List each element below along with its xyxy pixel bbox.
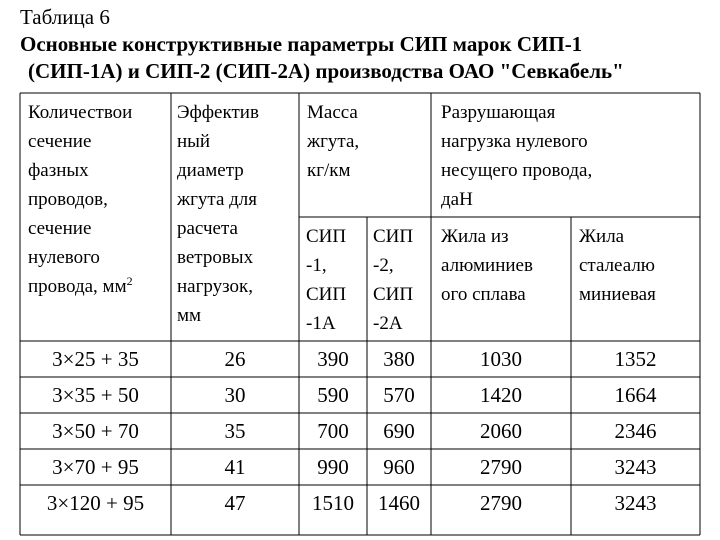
table-caption-number: Таблица 6 <box>20 5 110 29</box>
header-count-section: Количествои сечение фазных проводов, сечение нулевого провода, $мм^2$ <box>28 102 133 297</box>
cell-mass-sip2: 1460 <box>378 491 420 515</box>
cell-diameter: 47 <box>224 491 246 515</box>
cell-diameter: 35 <box>224 419 246 443</box>
cell-mass-sip1: 590 <box>317 383 349 407</box>
cell-mass-sip2: 570 <box>383 383 415 407</box>
table-title-line-2: (СИП-1А) и СИП-2 (СИП-2А) производства ОАО "Севкабель" <box>28 59 624 83</box>
header-superscript: 2 <box>126 274 133 288</box>
header-diameter: Эффектив ный диаметр жгута для расчета ветровых нагрузок, мм <box>177 102 259 326</box>
header-breaking-load: Разрушающая нагрузка нулевого несущего провода, даН <box>441 102 593 210</box>
cell-load-steel: 1664 <box>614 383 657 407</box>
cell-mass-sip1: 390 <box>317 347 349 371</box>
cell-load-aluminum: 1030 <box>480 347 522 371</box>
cell-diameter: 30 <box>224 383 246 407</box>
cell-section: 3×25 + 35 <box>52 347 139 371</box>
cell-diameter: 26 <box>224 347 246 371</box>
cell-mass-sip2: 690 <box>383 419 415 443</box>
cell-mass-sip2: 380 <box>383 347 415 371</box>
header-mass-sip2: СИП -2, СИП -2А <box>373 226 414 334</box>
cell-section: 3×120 + 95 <box>46 491 145 515</box>
cell-mass-sip1: 990 <box>317 455 349 479</box>
cell-mass-sip2: 960 <box>383 455 415 479</box>
cell-mass-sip1: 700 <box>317 419 349 443</box>
cell-load-aluminum: 1420 <box>480 383 522 407</box>
cell-section: 3×70 + 95 <box>52 455 139 479</box>
cell-section: 3×50 + 70 <box>52 419 139 443</box>
cell-load-steel: 2346 <box>614 419 657 443</box>
cell-section: 3×35 + 50 <box>52 383 139 407</box>
cell-diameter: 41 <box>224 455 246 479</box>
cell-load-steel: 3243 <box>614 491 657 515</box>
table-title-line-1: Основные конструктивные параметры СИП марок СИП-1 <box>20 32 583 56</box>
header-load-steel: Жила сталеалю миниевая <box>579 226 656 305</box>
header-load-aluminum: Жила из алюминиев ого сплава <box>441 226 533 305</box>
header-mass-sip1: СИП -1, СИП -1А <box>306 226 347 334</box>
cell-load-aluminum: 2060 <box>480 419 522 443</box>
cell-load-steel: 3243 <box>614 455 657 479</box>
cell-load-aluminum: 2790 <box>480 491 522 515</box>
cell-mass-sip1: 1510 <box>312 491 354 515</box>
cell-load-steel: 1352 <box>614 347 657 371</box>
header-mass: Масса жгута, кг/км <box>307 102 360 181</box>
cell-load-aluminum: 2790 <box>480 455 522 479</box>
